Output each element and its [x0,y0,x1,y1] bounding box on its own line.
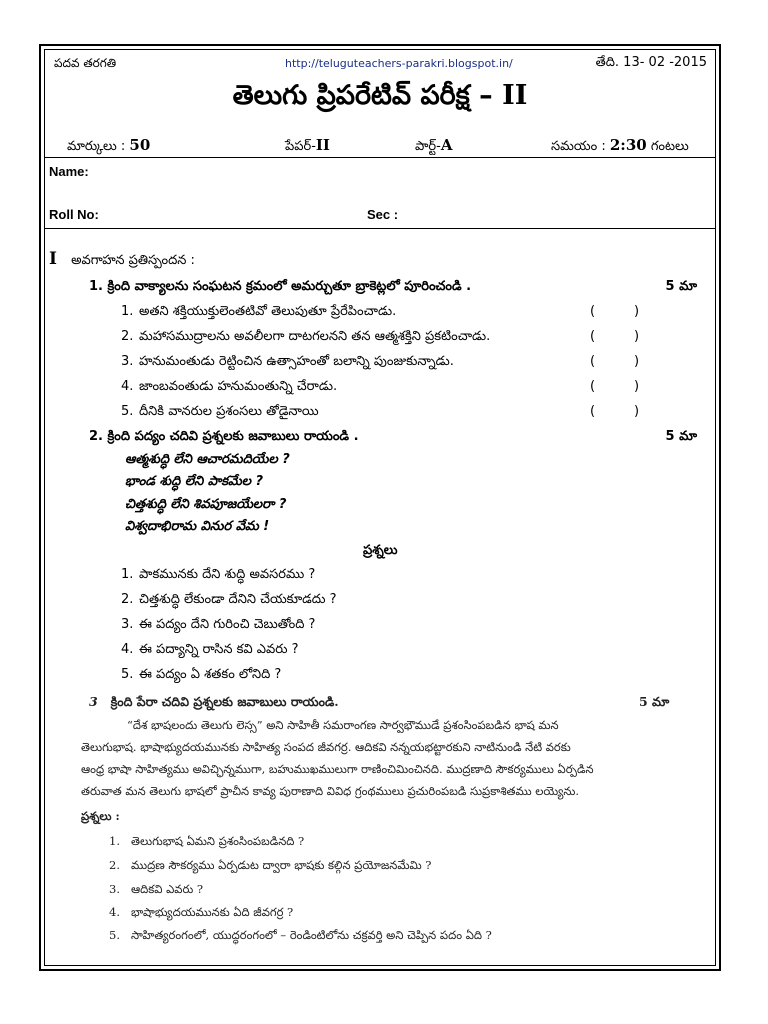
poem-line: భాండ శుద్ధి లేని పాకమేల ? [125,474,264,489]
roll-field-label: Roll No: [49,207,99,222]
time-info [551,136,689,157]
answer-bracket[interactable]: ( ) [590,354,640,369]
question-2-text: క్రింది పద్యం చదివి ప్రశ్నలకు జవాబులు రాయండి . [107,429,359,444]
item-text: సాహిత్యరంగంలో, యుద్ధరంగంలో – రెండింటిలోను చక్రవర్తి అని చెప్పిన పదం ఏది ? [131,928,492,942]
answer-bracket[interactable]: ( ) [590,329,640,344]
time-label: సమయం : [551,139,606,154]
item-number: 3. [121,354,134,369]
question-3-item [109,834,304,851]
exam-title-telugu: తెలుగు ప్రిపరేటివ్ పరీక్ష – [232,80,493,111]
item-number: 5. [109,928,120,942]
details-divider [45,228,715,229]
time-value: 2:30 [609,136,647,154]
paragraph-line: తరువాత మన తెలుగు భాషలో ప్రాచీన కావ్య పురాణాది వివిధ గ్రంథములు ప్రచురింపబడి సుప్రకాశితము లయ్యెను. [81,784,580,798]
marks-info [67,136,150,157]
question-3-item [109,905,293,922]
item-text: ముద్రణ సౌకర్యము ఏర్పడుట ద్వారా భాషకు కల్గిన ప్రయోజనమేమి ? [131,858,432,872]
poem-line: ఆత్మశుద్ధి లేని ఆచారమదియేల ? [125,452,290,467]
name-field-label: Name: [49,164,89,179]
part-info [415,136,452,157]
item-number: 5. [121,404,134,419]
question-3-heading [89,694,339,713]
questions-heading: ప్రశ్నలు [363,543,398,558]
paragraph-line: తెలుగుభాష. భాషాభ్యుదయమునకు సాహిత్య సంపద జీవగర్ర. ఆదికవి నన్నయభట్టారకుని నాటినుండి నేటి వరకు [81,740,571,754]
item-text: ఈ పద్యం ఏ శతకం లోనిది ? [139,667,282,682]
poem-line: విశ్వదాభిరామ వినుర వేమ ! [125,519,270,534]
exam-title-number: II [502,80,528,111]
question-1-item [121,304,396,322]
exam-date: తేది. 13- 02 -2015 [595,55,707,70]
question-2-item [121,642,299,660]
class-label: పదవ తరగతి [54,56,117,70]
item-text: ఈ పద్యం దేని గురించి చెబుతోంది ? [139,617,316,632]
question-1-number: 1. [89,279,103,294]
item-text: తెలుగుభాష ఏమని ప్రశంసింపబడినది ? [131,834,305,848]
question-1-item [121,379,337,397]
item-text: ఆదికవి ఎవరు ? [131,882,204,896]
answer-bracket[interactable]: ( ) [590,304,640,319]
question-2-marks: 5 మా [665,429,697,444]
item-number: 5. [121,667,134,682]
item-text: ఈ పద్యాన్ని రాసిన కవి ఎవరు ? [139,642,299,657]
paragraph-line: ఆంధ్ర భాషా సాహిత్యము అవిచ్ఛిన్నముగా, బహుముఖములుగా రాణించిమించినది. ముద్రణాది సౌకర్యములు ఏర్పడిన [81,762,594,776]
question-1-marks: 5 మా [665,279,697,294]
paper-label: పేపర్- [285,139,316,154]
item-text: పాకమునకు దేని శుద్ధి అవసరము ? [139,567,316,582]
item-number: 2. [109,858,120,872]
section-number: I [49,249,57,269]
paper-value: II [315,136,330,154]
question-2-item [121,667,281,685]
item-text: జాంబవంతుడు హనుమంతున్ని చేరాడు. [139,379,338,394]
item-number: 3. [109,882,120,896]
exam-paper [39,44,721,971]
question-3-marks: 5 మా [639,694,670,709]
item-text: భాషాభ్యుదయమునకు ఏది జీవగర్ర ? [131,905,294,919]
paper-inner-border [44,49,716,966]
item-number: 1. [109,834,120,848]
question-3-number: 3 [89,694,98,709]
marks-value: 50 [129,136,151,154]
question-2-number: 2. [89,429,103,444]
question-3-item [109,928,492,945]
answer-bracket[interactable]: ( ) [590,379,640,394]
item-text: అతని శక్తియుక్తులెంతటివో తెలుపుతూ ప్రేరేపించాడు. [139,304,397,319]
question-1-text: క్రింది వాక్యాలను సంఘటన క్రమంలో అమర్చుతూ బ్రాకెట్లలో పూరించండి . [107,279,472,294]
question-1-item [121,404,319,422]
part-label: పార్ట్- [415,139,441,154]
question-2-item [121,617,315,635]
section-heading [49,249,195,271]
section-title: అవగాహన ప్రతిస్పందన : [71,253,195,268]
question-3-item [109,882,203,899]
paragraph-line: “దేశ భాషలందు తెలుగు లెస్స” అని సాహితీ సమరాంగణ సార్వభౌముడే ప్రశంసింపబడిన భాష మన [127,718,559,732]
question-1-heading [89,279,471,297]
item-number: 3. [121,617,134,632]
exam-title [45,80,715,118]
question-2-heading [89,429,359,447]
question-1-item [121,354,454,372]
question-1-item [121,329,490,347]
item-number: 1. [121,567,134,582]
sec-field-label: Sec : [367,207,399,222]
item-number: 4. [121,642,134,657]
marks-label: మార్కులు : [67,139,126,154]
item-number: 1. [121,304,134,319]
question-2-item [121,592,336,610]
time-unit: గంటలు [650,139,689,154]
item-text: దీనికి వానరుల ప్రశంసలు తోడైనాయి [139,404,319,419]
item-text: హనుమంతుడు రెట్టించిన ఉత్సాహంతో బలాన్ని పుంజుకున్నాడు. [139,354,454,369]
answer-bracket[interactable]: ( ) [590,404,640,419]
question-2-item [121,567,315,585]
item-number: 4. [109,905,120,919]
question-3-block [81,694,681,942]
question-3-item [109,858,431,875]
item-text: చిత్తశుద్ధి లేకుండా దేనిని చేయకూడదు ? [139,592,337,607]
poem-line: చిత్తశుద్ధి లేని శివపూజయేలరా ? [125,497,287,512]
item-number: 4. [121,379,134,394]
part-value: A [440,136,453,154]
blog-url: http://teluguteachers-parakri.blogspot.in/ [285,57,513,70]
item-number: 2. [121,329,134,344]
question-3-text: క్రింది పేరా చదివి ప్రశ్నలకు జవాబులు రాయండి. [110,694,339,709]
paper-info [285,136,330,157]
header-divider [45,157,715,158]
item-text: మహాసముద్రాలను అవలీలగా దాటగలనని తన ఆత్మశక్తిని ప్రకటించాడు. [139,329,491,344]
questions-heading: ప్రశ్నలు : [81,809,120,823]
item-number: 2. [121,592,134,607]
